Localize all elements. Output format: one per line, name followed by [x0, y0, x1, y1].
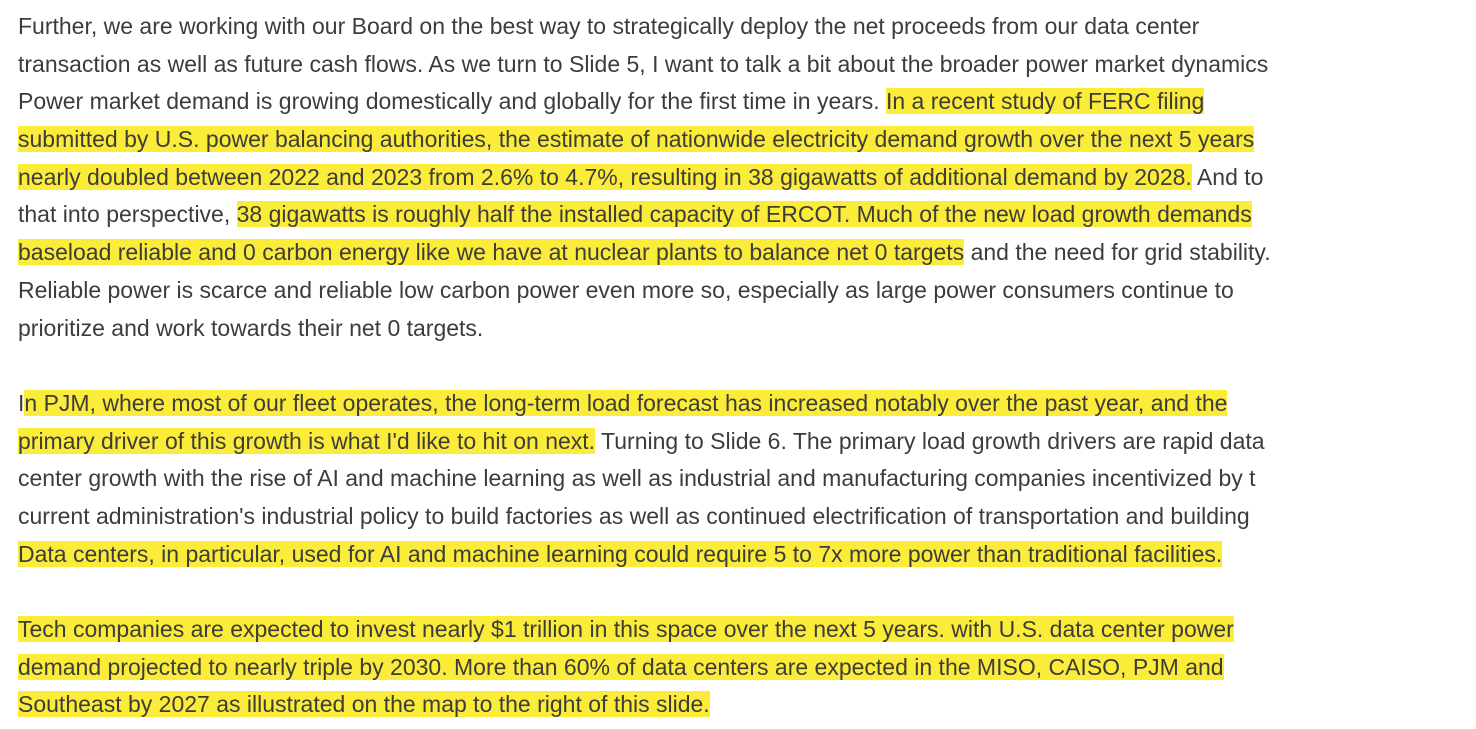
text-line	[18, 159, 1476, 197]
highlighted-text: demand projected to nearly triple by 2030. More than 60% of data centers are expected in the MISO, CAISO, PJM and	[18, 653, 1224, 680]
body-text: current administration's industrial policy to build factories as well as continued electrification of transportation and building	[18, 502, 1250, 529]
text-line	[18, 121, 1476, 159]
highlighted-text: baseload reliable and 0 carbon energy like we have at nuclear plants to balance net 0 targets	[18, 239, 965, 266]
text-line	[18, 272, 1476, 310]
body-text: that into perspective,	[18, 201, 237, 228]
body-text: and the need for grid stability.	[964, 239, 1271, 266]
highlighted-text: 38 gigawatts is roughly half the installed capacity of ERCOT. Much of the new load growth demands	[236, 201, 1252, 228]
paragraph	[18, 611, 1476, 724]
body-text: transaction as well as future cash flows. As we turn to Slide 5, I want to talk a bit about the broader power market dynamics	[18, 50, 1269, 77]
transcript-document	[18, 8, 1476, 724]
text-line	[18, 8, 1476, 46]
body-text: Power market demand is growing domestically and globally for the first time in years.	[18, 88, 886, 115]
text-line	[18, 536, 1476, 574]
text-line	[18, 385, 1476, 423]
body-text: Reliable power is scarce and reliable low carbon power even more so, especially as large power consumers continue to	[18, 276, 1234, 303]
text-line	[18, 83, 1476, 121]
body-text: Further, we are working with our Board on the best way to strategically deploy the net proceeds from our data center	[18, 13, 1200, 39]
text-line	[18, 460, 1476, 498]
paragraph-gap	[18, 347, 1476, 385]
text-line	[18, 611, 1476, 649]
body-text: Turning to Slide 6. The primary load growth drivers are rapid data	[595, 427, 1265, 454]
highlighted-text: n PJM, where most of our fleet operates, the long-term load forecast has increased notably over the past year, and the	[24, 389, 1228, 416]
body-text: center growth with the rise of AI and machine learning as well as industrial and manufacturing companies incentivized by t	[18, 465, 1256, 492]
body-text: prioritize and work towards their net 0 targets.	[18, 314, 484, 341]
text-line	[18, 46, 1476, 84]
text-line	[18, 649, 1476, 687]
text-line	[18, 423, 1476, 461]
text-line	[18, 498, 1476, 536]
text-line	[18, 686, 1476, 724]
body-text: I	[18, 389, 25, 416]
highlighted-text: Tech companies are expected to invest nearly $1 trillion in this space over the next 5 years. with U.S. data center power	[18, 616, 1234, 642]
highlighted-text: Data centers, in particular, used for AI and machine learning could require 5 to 7x more power than traditional facilities.	[18, 540, 1223, 567]
highlighted-text: submitted by U.S. power balancing authorities, the estimate of nationwide electricity demand growth over the next 5 years	[18, 126, 1255, 153]
highlighted-text: nearly doubled between 2022 and 2023 from 2.6% to 4.7%, resulting in 38 gigawatts of additional demand by 2028.	[18, 163, 1192, 190]
body-text: And to	[1191, 163, 1264, 190]
paragraph	[18, 8, 1476, 347]
highlighted-text: primary driver of this growth is what I'd like to hit on next.	[18, 427, 596, 454]
text-line	[18, 196, 1476, 234]
text-line	[18, 234, 1476, 272]
highlighted-text: Southeast by 2027 as illustrated on the map to the right of this slide.	[18, 691, 710, 718]
highlighted-text: In a recent study of FERC filing	[885, 88, 1205, 115]
paragraph	[18, 385, 1476, 573]
text-line	[18, 310, 1476, 348]
paragraph-gap	[18, 573, 1476, 611]
